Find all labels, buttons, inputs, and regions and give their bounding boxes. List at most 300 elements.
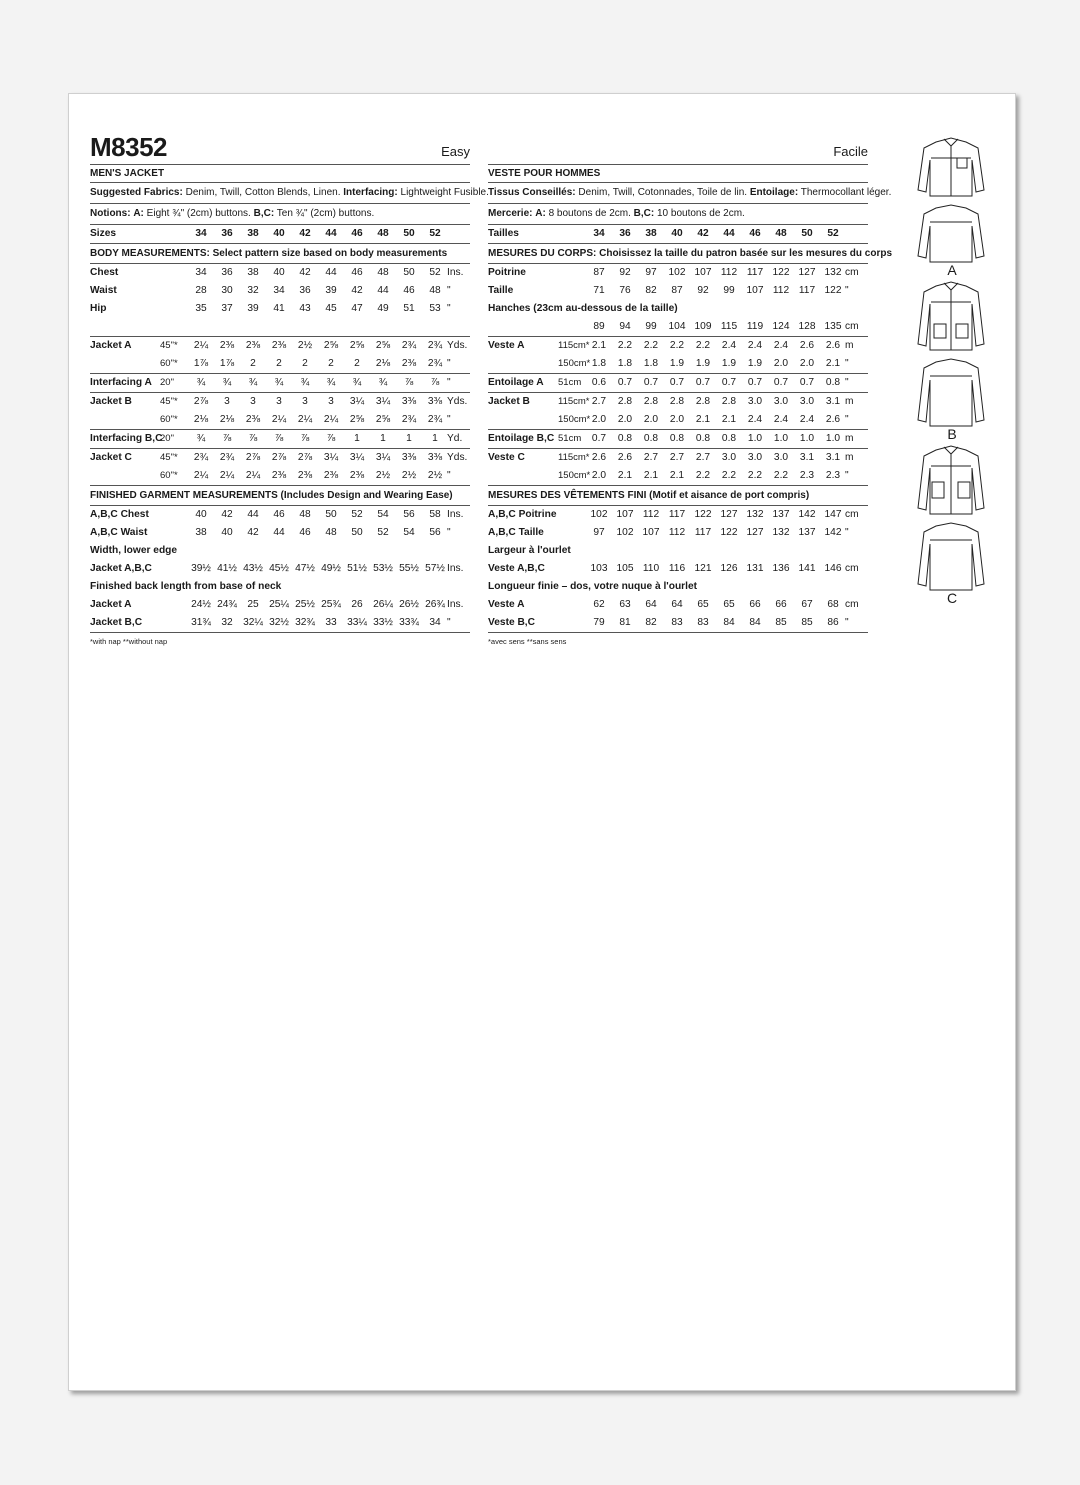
table-cell: 0.8 (721, 433, 737, 444)
table-cell: 47½ (295, 563, 315, 574)
table-row (90, 374, 470, 393)
table-cell: 2⅝ (349, 340, 365, 351)
table-cell: 65 (697, 599, 709, 610)
table-cell: 1.0 (773, 433, 789, 444)
table-cell: 117 (694, 527, 712, 538)
table-cell: 33 (325, 617, 337, 628)
table-cell: 2 (276, 358, 282, 369)
table-cell: 131 (746, 563, 764, 574)
size-header: 48 (377, 228, 389, 239)
table-cell: 3.0 (773, 396, 789, 407)
unit-label: " (447, 617, 451, 628)
table-cell: 42 (299, 267, 311, 278)
table-cell: 37 (221, 303, 233, 314)
table-cell: 85 (801, 617, 813, 628)
fabric-width: 45"* (160, 340, 178, 351)
unit-label: cm (845, 599, 859, 610)
table-cell: 25¾ (321, 599, 341, 610)
table-cell: 1 (406, 433, 412, 444)
table-row (488, 506, 868, 524)
table-cell: 33½ (373, 617, 393, 628)
table-cell: 0.7 (669, 377, 685, 388)
table-cell: 132 (746, 509, 764, 520)
table-cell: 116 (668, 563, 686, 574)
table-row (90, 560, 470, 578)
table-cell: 34 (195, 267, 207, 278)
jacket-b-back-sketch (914, 354, 988, 430)
table-cell: 2⅞ (193, 396, 209, 407)
row-label: Jacket A,B,C (90, 563, 152, 574)
table-cell: 121 (694, 563, 712, 574)
table-cell: 2.4 (747, 340, 763, 351)
table-cell: 2.1 (617, 470, 633, 481)
table-cell: 3.0 (799, 396, 815, 407)
table-cell: ⅞ (274, 433, 284, 444)
table-cell: 112 (720, 267, 738, 278)
hip-heading-fr: Hanches (23cm au-dessous de la taille) (488, 303, 678, 314)
table-cell: 3⅜ (401, 396, 417, 407)
table-cell: 33¾ (399, 617, 419, 628)
unit-label: Ins. (447, 563, 464, 574)
header-fr (488, 132, 868, 165)
table-row (488, 614, 868, 633)
table-cell: 3 (276, 396, 282, 407)
fabric-width: 51cm (558, 377, 582, 388)
view-sketches (914, 134, 990, 606)
unit-label: cm (845, 267, 859, 278)
unit-label: " (845, 377, 849, 388)
table-cell: 64 (645, 599, 657, 610)
table-cell: 48 (299, 509, 311, 520)
table-cell: ¾ (274, 377, 284, 388)
unit-label: Yds. (447, 452, 468, 463)
table-cell: 2.2 (643, 340, 659, 351)
table-cell: 49½ (321, 563, 341, 574)
table-cell: 2⅝ (375, 414, 391, 425)
garment-title: MEN'S JACKET (90, 165, 470, 183)
unit-label: Ins. (447, 267, 464, 278)
size-header: 34 (593, 228, 605, 239)
table-cell: 2⅝ (323, 340, 339, 351)
table-cell: 103 (590, 563, 608, 574)
table-cell: ¾ (248, 377, 258, 388)
row-label: Veste A (488, 340, 525, 351)
table-cell: 0.7 (773, 377, 789, 388)
table-cell: 2.4 (773, 340, 789, 351)
table-cell: 2.0 (591, 470, 607, 481)
size-header: 40 (671, 228, 683, 239)
table-cell: 1.9 (721, 358, 737, 369)
size-header: 44 (723, 228, 735, 239)
table-cell: ¾ (378, 377, 388, 388)
table-cell: 65 (723, 599, 735, 610)
table-cell: 97 (645, 267, 657, 278)
length-rows-fr (488, 596, 868, 633)
table-cell: 109 (694, 321, 712, 332)
table-cell: 0.7 (643, 377, 659, 388)
table-cell: 46 (299, 527, 311, 538)
table-cell: 56 (429, 527, 441, 538)
fabric-width: 60"* (160, 470, 178, 481)
sizes-label: Tailles (488, 228, 519, 239)
table-cell: 44 (377, 285, 389, 296)
unit-label: m (845, 433, 854, 444)
table-cell: 28 (195, 285, 207, 296)
table-cell: ⅞ (326, 433, 336, 444)
table-cell: 146 (824, 563, 842, 574)
table-row (90, 282, 470, 300)
size-header: 42 (299, 228, 311, 239)
table-cell: 3¼ (375, 452, 391, 463)
table-cell: 117 (746, 267, 764, 278)
table-cell: 2⅛ (375, 358, 391, 369)
table-cell: 2⅜ (401, 358, 417, 369)
finished-measurements (90, 506, 470, 542)
table-cell: ⅞ (248, 433, 258, 444)
row-label: A,B,C Chest (90, 509, 149, 520)
table-cell: 3⅜ (401, 452, 417, 463)
table-cell: 2.2 (721, 470, 737, 481)
table-cell: 40 (221, 527, 233, 538)
table-cell: 2¾ (427, 414, 443, 425)
jacket-b-front-sketch (914, 278, 988, 354)
unit-label: " (447, 377, 451, 388)
difficulty-level-fr: Facile (833, 144, 868, 159)
size-header: 46 (351, 228, 363, 239)
table-cell: 3 (302, 396, 308, 407)
row-label: Veste A (488, 599, 525, 610)
row-label: A,B,C Taille (488, 527, 544, 538)
table-cell: 127 (720, 509, 738, 520)
table-cell: 92 (619, 267, 631, 278)
table-cell: 2.0 (773, 358, 789, 369)
jacket-c-front-sketch (914, 442, 988, 518)
table-cell: 3 (250, 396, 256, 407)
table-cell: 2⅝ (349, 414, 365, 425)
fabric-width: 20" (160, 377, 174, 388)
table-cell: 0.7 (695, 377, 711, 388)
size-header: 40 (273, 228, 285, 239)
fabric-width: 115cm* (558, 452, 590, 463)
table-cell: 35 (195, 303, 207, 314)
table-cell: 3¼ (349, 452, 365, 463)
table-cell: 0.7 (591, 433, 607, 444)
body-measurements-fr (488, 264, 868, 300)
row-label: Veste B,C (488, 617, 535, 628)
difficulty-level: Easy (441, 144, 470, 159)
table-cell: 57½ (425, 563, 445, 574)
table-cell: 2.1 (669, 470, 685, 481)
hip-row-fr (488, 318, 868, 337)
row-label: Hip (90, 303, 107, 314)
table-cell: 79 (593, 617, 605, 628)
table-row (488, 596, 868, 614)
table-cell: 2¾ (219, 452, 235, 463)
table-row (90, 411, 470, 430)
table-cell: 99 (645, 321, 657, 332)
table-cell: 2⅜ (219, 340, 235, 351)
unit-label: cm (845, 321, 859, 332)
finished-measurements-fr (488, 506, 868, 542)
length-rows (90, 596, 470, 633)
table-row (488, 449, 868, 467)
unit-label: " (845, 414, 849, 425)
length-heading-fr: Longueur finie – dos, votre nuque à l'ourlet (488, 581, 698, 592)
table-cell: 0.6 (591, 377, 607, 388)
row-label: Entoilage B,C (488, 433, 555, 444)
table-cell: 30 (221, 285, 233, 296)
sizes-label: Sizes (90, 228, 117, 239)
table-cell: 64 (671, 599, 683, 610)
table-cell: 115 (720, 321, 738, 332)
table-cell: 34 (273, 285, 285, 296)
garment-title-fr: VESTE POUR HOMMES (488, 165, 868, 183)
table-cell: 46 (351, 267, 363, 278)
table-cell: 67 (801, 599, 813, 610)
table-row (488, 318, 868, 337)
table-cell: ⅞ (430, 377, 440, 388)
table-cell: 31¾ (191, 617, 211, 628)
unit-label: m (845, 452, 854, 463)
row-label: Jacket B,C (90, 617, 143, 628)
table-row (488, 524, 868, 542)
table-cell: 147 (824, 509, 842, 520)
table-cell: 0.8 (695, 433, 711, 444)
table-cell: 2½ (375, 470, 391, 481)
row-label: Jacket B (90, 396, 132, 407)
table-cell: 44 (273, 527, 285, 538)
table-cell: 107 (642, 527, 660, 538)
size-header: 50 (403, 228, 415, 239)
pattern-envelope-back (68, 93, 1016, 1391)
table-row (90, 506, 470, 524)
table-cell: 2 (250, 358, 256, 369)
table-cell: 3.1 (825, 452, 841, 463)
header (90, 132, 470, 165)
table-cell: 42 (247, 527, 259, 538)
unit-label: " (447, 303, 451, 314)
finished-measurements-heading: FINISHED GARMENT MEASUREMENTS (Includes Design and Wearing Ease) (90, 486, 470, 506)
unit-label: " (845, 470, 849, 481)
width-heading: Width, lower edge (90, 545, 178, 556)
table-cell: 2⅜ (271, 340, 287, 351)
table-cell: 141 (798, 563, 816, 574)
size-header: 38 (247, 228, 259, 239)
table-cell: 2¾ (427, 340, 443, 351)
table-cell: 132 (772, 527, 790, 538)
row-label: Taille (488, 285, 514, 296)
table-cell: 137 (798, 527, 816, 538)
notions: Notions: A: Eight ¾" (2cm) buttons. B,C: Ten ¾" (2cm) buttons. (90, 204, 470, 225)
table-cell: 26¼ (373, 599, 393, 610)
table-row (488, 411, 868, 430)
table-cell: 0.7 (799, 377, 815, 388)
table-row (90, 300, 470, 318)
table-row (90, 467, 470, 486)
width-heading-fr: Largeur à l'ourlet (488, 545, 571, 556)
table-cell: 25 (247, 599, 259, 610)
table-cell: 54 (377, 509, 389, 520)
table-cell: 82 (645, 285, 657, 296)
table-row (90, 614, 470, 633)
table-cell: 63 (619, 599, 631, 610)
table-row (488, 355, 868, 374)
table-cell: 40 (195, 509, 207, 520)
table-cell: 1.0 (799, 433, 815, 444)
table-cell: 82 (645, 617, 657, 628)
table-cell: 43 (299, 303, 311, 314)
table-cell: 2.3 (825, 470, 841, 481)
unit-label: " (447, 414, 451, 425)
table-cell: 87 (593, 267, 605, 278)
table-cell: 1 (380, 433, 386, 444)
table-cell: 71 (593, 285, 605, 296)
table-row (488, 282, 868, 300)
table-cell: 44 (247, 509, 259, 520)
table-cell: 52 (429, 267, 441, 278)
table-cell: ¾ (196, 377, 206, 388)
table-cell: 1⅞ (193, 358, 209, 369)
size-header: 36 (221, 228, 233, 239)
view-b-label: B (947, 426, 957, 442)
table-row (90, 430, 470, 449)
footnote: *with nap **without nap (90, 637, 168, 646)
table-cell: 132 (824, 267, 842, 278)
table-cell: 81 (619, 617, 631, 628)
fabric-width: 60"* (160, 358, 178, 369)
table-cell: 2.4 (799, 414, 815, 425)
table-cell: 39½ (191, 563, 211, 574)
table-cell: 0.8 (643, 433, 659, 444)
table-cell: 2.0 (617, 414, 633, 425)
size-header: 36 (619, 228, 631, 239)
sizes-row (90, 225, 470, 244)
footnote-fr: *avec sens **sans sens (488, 637, 567, 646)
unit-label: " (845, 527, 849, 538)
size-header: 44 (325, 228, 337, 239)
table-cell: 2.7 (669, 452, 685, 463)
body-measurements (90, 264, 470, 318)
table-cell: 122 (824, 285, 842, 296)
body-measurements-heading: BODY MEASUREMENTS: Select pattern size based on body measurements (90, 244, 470, 264)
table-cell: 2½ (401, 470, 417, 481)
table-cell: 3¼ (323, 452, 339, 463)
table-cell: 2¾ (401, 340, 417, 351)
table-cell: 2.7 (695, 452, 711, 463)
fabric-width: 150cm* (558, 414, 591, 425)
table-cell: 2¾ (427, 358, 443, 369)
table-cell: ¾ (352, 377, 362, 388)
table-cell: 92 (697, 285, 709, 296)
table-cell: 66 (749, 599, 761, 610)
fabric-width: 51cm (558, 433, 582, 444)
table-row (488, 264, 868, 282)
unit-label: cm (845, 509, 859, 520)
table-cell: 122 (720, 527, 738, 538)
table-cell: 46 (273, 509, 285, 520)
table-cell: 62 (593, 599, 605, 610)
table-cell: 1 (354, 433, 360, 444)
table-cell: 2.2 (695, 470, 711, 481)
unit-label: Yds. (447, 340, 468, 351)
table-cell: 136 (772, 563, 790, 574)
table-cell: 48 (325, 527, 337, 538)
table-cell: ⅞ (222, 433, 232, 444)
table-cell: 3.0 (773, 452, 789, 463)
table-cell: 107 (616, 509, 634, 520)
view-c-label: C (946, 590, 958, 606)
width-rows-fr (488, 560, 868, 578)
table-cell: 128 (798, 321, 816, 332)
table-cell: 2.8 (721, 396, 737, 407)
table-cell: 39 (325, 285, 337, 296)
table-cell: 51½ (347, 563, 367, 574)
table-cell: 105 (616, 563, 634, 574)
row-label: A,B,C Poitrine (488, 509, 557, 520)
table-cell: 2⅜ (349, 470, 365, 481)
jacket-a-back-sketch (914, 200, 988, 266)
table-cell: 89 (593, 321, 605, 332)
table-cell: 2¾ (401, 414, 417, 425)
unit-label: " (845, 358, 849, 369)
table-cell: 3.0 (747, 396, 763, 407)
table-cell: 135 (824, 321, 842, 332)
table-cell: 2½ (427, 470, 443, 481)
table-cell: 85 (775, 617, 787, 628)
table-cell: 46 (403, 285, 415, 296)
table-cell: 50 (351, 527, 363, 538)
table-cell: 2.1 (825, 358, 841, 369)
table-cell: 2.8 (617, 396, 633, 407)
table-cell: 2 (354, 358, 360, 369)
row-label: Interfacing A (90, 377, 152, 388)
table-cell: 32½ (269, 617, 289, 628)
table-cell: 40 (273, 267, 285, 278)
table-cell: 3.0 (721, 452, 737, 463)
table-cell: 39 (247, 303, 259, 314)
table-cell: 45 (325, 303, 337, 314)
jacket-a-front-sketch (914, 134, 988, 200)
size-header: 38 (645, 228, 657, 239)
table-cell: 117 (668, 509, 686, 520)
table-row (488, 393, 868, 411)
table-cell: 1.8 (591, 358, 607, 369)
table-cell: 0.7 (721, 377, 737, 388)
row-label: Entoilage A (488, 377, 544, 388)
table-cell: 122 (694, 509, 712, 520)
row-label: Jacket A (90, 340, 132, 351)
unit-label: " (447, 285, 451, 296)
table-cell: 2.8 (695, 396, 711, 407)
size-header: 46 (749, 228, 761, 239)
table-cell: 2⅞ (271, 452, 287, 463)
table-cell: 36 (299, 285, 311, 296)
table-cell: 48 (429, 285, 441, 296)
table-cell: 1.9 (747, 358, 763, 369)
unit-label: Ins. (447, 509, 464, 520)
table-cell: 53 (429, 303, 441, 314)
table-cell: 38 (247, 267, 259, 278)
table-cell: 3¼ (349, 396, 365, 407)
table-cell: 2.6 (825, 340, 841, 351)
table-cell: ¾ (326, 377, 336, 388)
table-cell: 44 (325, 267, 337, 278)
table-cell: 3 (224, 396, 230, 407)
table-cell: 56 (403, 509, 415, 520)
fabric-width: 115cm* (558, 396, 590, 407)
table-cell: 107 (746, 285, 764, 296)
table-cell: 83 (697, 617, 709, 628)
